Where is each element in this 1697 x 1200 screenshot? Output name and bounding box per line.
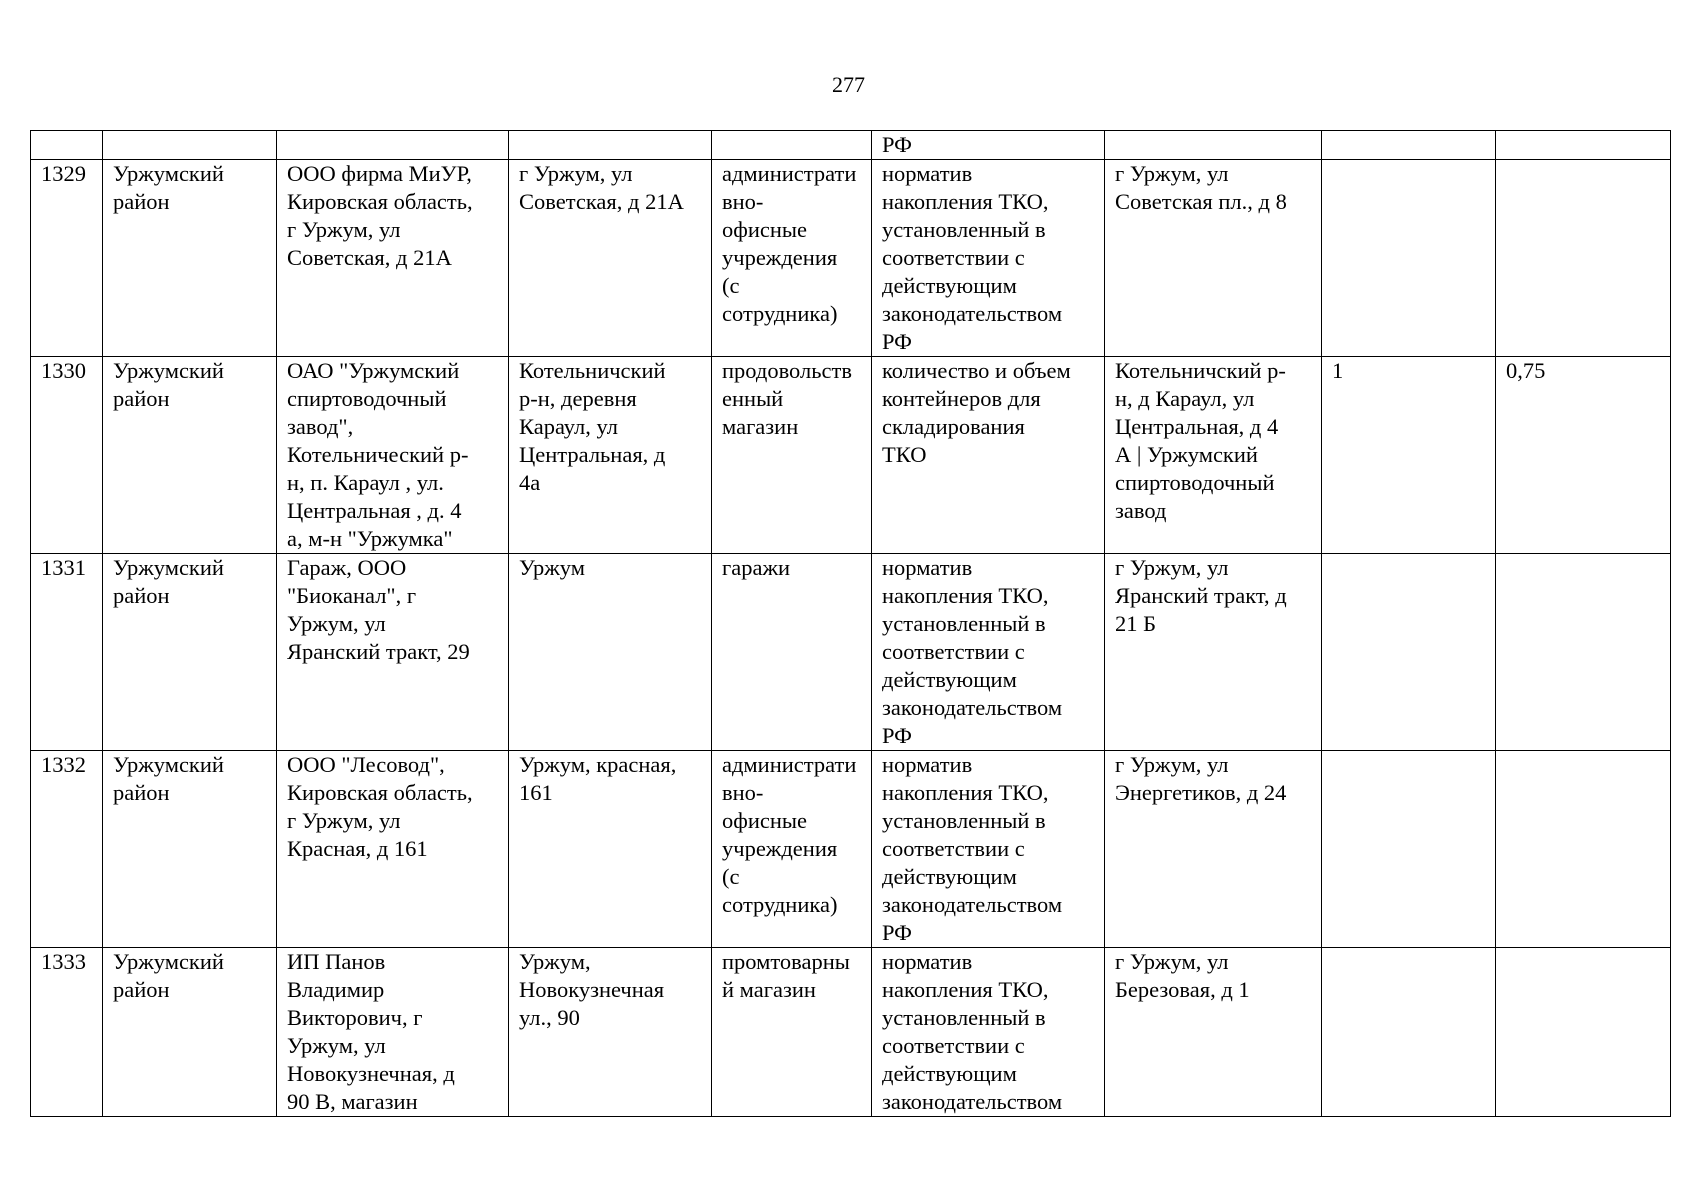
cell-number: 1332	[31, 751, 103, 948]
cell-container-site: г Уржум, ул Советская пл., д 8	[1105, 160, 1322, 357]
cell-number: 1331	[31, 554, 103, 751]
waste-sites-table	[30, 130, 1671, 1117]
cell-organization	[277, 131, 509, 160]
cell-district: Уржумский район	[103, 357, 277, 554]
cell-district: Уржумский район	[103, 948, 277, 1117]
cell-calculation-basis: норматив накопления ТКО, установленный в соответствии с действующим законодательством РФ	[872, 751, 1105, 948]
cell-facility-type: административно- офисные учреждения (с сотрудника)	[712, 751, 872, 948]
cell-organization: ИП Панов Владимир Викторович, г Уржум, ул Новокузнечная, д 90 В, магазин	[277, 948, 509, 1117]
cell-container-site: г Уржум, ул Березовая, д 1	[1105, 948, 1322, 1117]
table-row	[31, 160, 1671, 357]
cell-address: Уржум	[509, 554, 712, 751]
cell-calculation-basis: норматив накопления ТКО, установленный в соответствии с действующим законодательством РФ	[872, 554, 1105, 751]
cell-facility-type: гаражи	[712, 554, 872, 751]
cell-container-volume	[1496, 751, 1671, 948]
cell-organization: Гараж, ООО "Биоканал", г Уржум, ул Яранский тракт, 29	[277, 554, 509, 751]
cell-container-count	[1322, 160, 1496, 357]
table-row-continuation	[31, 131, 1671, 160]
cell-container-count	[1322, 554, 1496, 751]
cell-container-volume	[1496, 160, 1671, 357]
cell-facility-type: административно- офисные учреждения (с сотрудника)	[712, 160, 872, 357]
cell-container-volume: 0,75	[1496, 357, 1671, 554]
cell-district	[103, 131, 277, 160]
cell-district: Уржумский район	[103, 554, 277, 751]
cell-container-site	[1105, 131, 1322, 160]
cell-organization: ООО фирма МиУР, Кировская область, г Уржум, ул Советская, д 21А	[277, 160, 509, 357]
cell-number	[31, 131, 103, 160]
cell-calculation-basis: количество и объем контейнеров для складирования ТКО	[872, 357, 1105, 554]
cell-container-site: г Уржум, ул Энергетиков, д 24	[1105, 751, 1322, 948]
cell-number: 1330	[31, 357, 103, 554]
table-row	[31, 751, 1671, 948]
cell-district: Уржумский район	[103, 160, 277, 357]
table-row	[31, 948, 1671, 1117]
cell-container-count	[1322, 948, 1496, 1117]
cell-address: Уржум, красная, 161	[509, 751, 712, 948]
cell-facility-type	[712, 131, 872, 160]
cell-organization: ОАО "Уржумский спиртоводочный завод", Котельнический р- н, п. Караул , ул. Центральная , д. 4 а, м-н "Уржумка"	[277, 357, 509, 554]
cell-address	[509, 131, 712, 160]
cell-number: 1333	[31, 948, 103, 1117]
cell-facility-type: промтоварный магазин	[712, 948, 872, 1117]
cell-number: 1329	[31, 160, 103, 357]
cell-container-volume	[1496, 948, 1671, 1117]
cell-container-count	[1322, 751, 1496, 948]
cell-container-site: Котельничский р- н, д Караул, ул Центральная, д 4 А | Уржумский спиртоводочный завод	[1105, 357, 1322, 554]
cell-facility-type: продовольственный магазин	[712, 357, 872, 554]
table-row	[31, 554, 1671, 751]
cell-container-count: 1	[1322, 357, 1496, 554]
table-row	[31, 357, 1671, 554]
cell-container-count	[1322, 131, 1496, 160]
cell-address: Уржум, Новокузнечная ул., 90	[509, 948, 712, 1117]
cell-container-site: г Уржум, ул Яранский тракт, д 21 Б	[1105, 554, 1322, 751]
cell-organization: ООО "Лесовод", Кировская область, г Уржум, ул Красная, д 161	[277, 751, 509, 948]
cell-container-volume	[1496, 131, 1671, 160]
cell-district: Уржумский район	[103, 751, 277, 948]
cell-address: Котельничский р-н, деревня Караул, ул Центральная, д 4а	[509, 357, 712, 554]
page-number: 277	[832, 72, 865, 97]
cell-calculation-basis: норматив накопления ТКО, установленный в соответствии с действующим законодательством РФ	[872, 160, 1105, 357]
cell-address: г Уржум, ул Советская, д 21А	[509, 160, 712, 357]
cell-container-volume	[1496, 554, 1671, 751]
cell-calculation-basis: РФ	[872, 131, 1105, 160]
cell-calculation-basis: норматив накопления ТКО, установленный в соответствии с действующим законодательством	[872, 948, 1105, 1117]
